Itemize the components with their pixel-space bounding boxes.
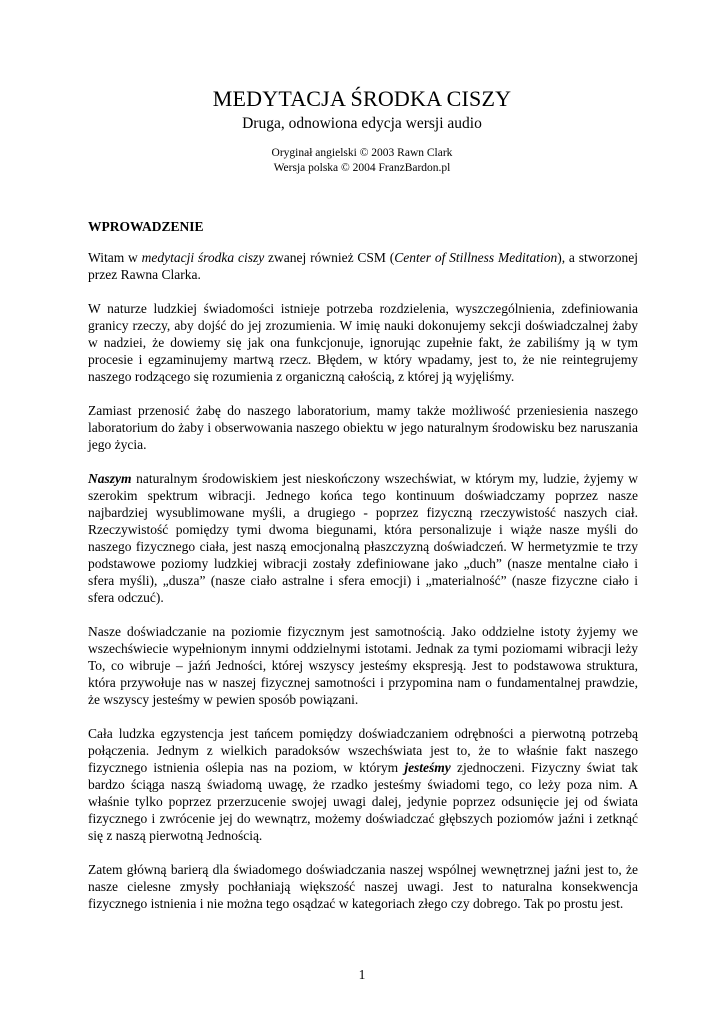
paragraph-7: Zatem główną barierą dla świadomego doświadczania naszej wspólnej wewnętrznej jaźni jest to, że nasze cielesne zmysły pochłaniają większość naszej uwagi. Jest to naturalna konsekwencja fizycznego istnienia i nie można tego osądzać w kategoriach złego czy dobrego. Tak po prostu jest.	[88, 862, 638, 911]
document-subtitle: Druga, odnowiona edycja wersji audio	[242, 115, 482, 132]
p4-text-b: naturalnym środowiskiem jest nieskończony wszechświat, w którym my, ludzie, żyjemy w szerokim spektrum wibracji. Jednego końca tego kontinuum doświadczamy poprzez nasze najbardziej wysublimowane myśli, a drugiego - poprzez fizyczną rzeczywistość naszych ciał. Rzeczywistość pomiędzy tymi dwoma biegunami, która personalizuje i wiąże nasze myśli do naszego fizycznego ciała, jest naszą emocjonalną płaszczyzną doświadczeń. W hermetyzmie te trzy podstawowe poziomy ludzkiej wibracji zostały zdefiniowane jako „duch” (nasze mentalne ciało i sfera myśli), „dusza” (nasze ciało astralne i sfera emocji) i „materialność” (nasze fizyczne ciało i sfera odczuć).	[88, 471, 638, 605]
p1-italic-title: medytacji środka ciszy	[141, 250, 265, 265]
credit-polish: Wersja polska © 2004 FranzBardon.pl	[273, 162, 451, 174]
paragraph-5: Nasze doświadczanie na poziomie fizycznym jest samotnością. Jako oddzielne istoty żyjemy we wszechświecie wypełnionym innymi oddzielnymi istotami. Jednak za tymi poziomami wibracji leży To, co wibruje – jaźń Jedności, której wszyscy jesteśmy ekspresją. Jest to podstawowa struktura, która przywołuje nas w naszej fizycznej samotności i przypomina nam o fundamentalnej prawdzie, że wszyscy jesteśmy w pewien sposób powiązani.	[88, 624, 638, 707]
p6-text-a: Cała ludzka egzystencja jest tańcem pomiędzy doświadczaniem odrębności a pierwotną potrzebą połączenia. Jednym z wielkich paradoksów wszechświata jest to, że to właśnie fakt naszego fizycznego istnienia oślepia nas na poziom, w którym	[88, 726, 638, 775]
page-number: 1	[358, 967, 366, 982]
p6-bold-italic-word: jesteśmy	[404, 760, 451, 775]
p4-bold-italic-word: Naszym	[88, 471, 132, 486]
paragraph-3: Zamiast przenosić żabę do naszego laboratorium, mamy także możliwość przeniesienia naszego laboratorium do żaby i obserwowania naszego obiektu w jego naturalnym środowisku bez naruszania jego życia.	[88, 403, 638, 452]
document-body	[88, 218, 638, 929]
p1-text-c: zwanej również CSM (	[264, 250, 395, 265]
paragraph-1	[88, 249, 638, 283]
credits-block	[0, 146, 724, 176]
p1-italic-english: Center of Stillness Meditation	[394, 250, 558, 265]
p6-text-c: zjednoczeni. Fizyczny świat tak bardzo ściąga naszą świadomą uwagę, że rzadko jesteśmy świadomi tego, co leży poza nim. A właśnie tylko poprzez przerzucenie swojej uwagi dalej, jedynie poprzez odsunięcie jej od świata fizycznego i zwrócenie jej do wewnątrz, możemy doświadczać głębszych poziomów jaźni i zetknąć się z naszą pierwotną Jednością.	[88, 760, 639, 843]
paragraph-4	[88, 470, 638, 606]
paragraph-2: W naturze ludzkiej świadomości istnieje potrzeba rozdzielenia, wyszczególnienia, zdefiniowania granicy rzeczy, aby dojść do jej zrozumienia. W imię nauki dokonujemy sekcji doświadczalnej żaby w nadziei, że dowiemy się jak ona funkcjonuje, ignorując zupełnie fakt, że zabiliśmy ją w tym procesie i egzaminujemy martwą rzecz. Błędem, w który wpadamy, jest to, że nie reintegrujemy naszego rodzącego się rozumienia z organiczną całością, z której ją wyjęliśmy.	[88, 301, 638, 384]
paragraph-6	[88, 725, 638, 844]
p1-text-a: Witam w	[88, 250, 142, 265]
document-title: MEDYTACJA ŚRODKA CISZY	[212, 86, 512, 111]
p1-text-e: ), a stworzonej przez Rawna Clarka.	[88, 250, 638, 282]
credit-original: Oryginał angielski © 2003 Rawn Clark	[271, 147, 453, 159]
section-heading: WPROWADZENIE	[88, 219, 204, 234]
